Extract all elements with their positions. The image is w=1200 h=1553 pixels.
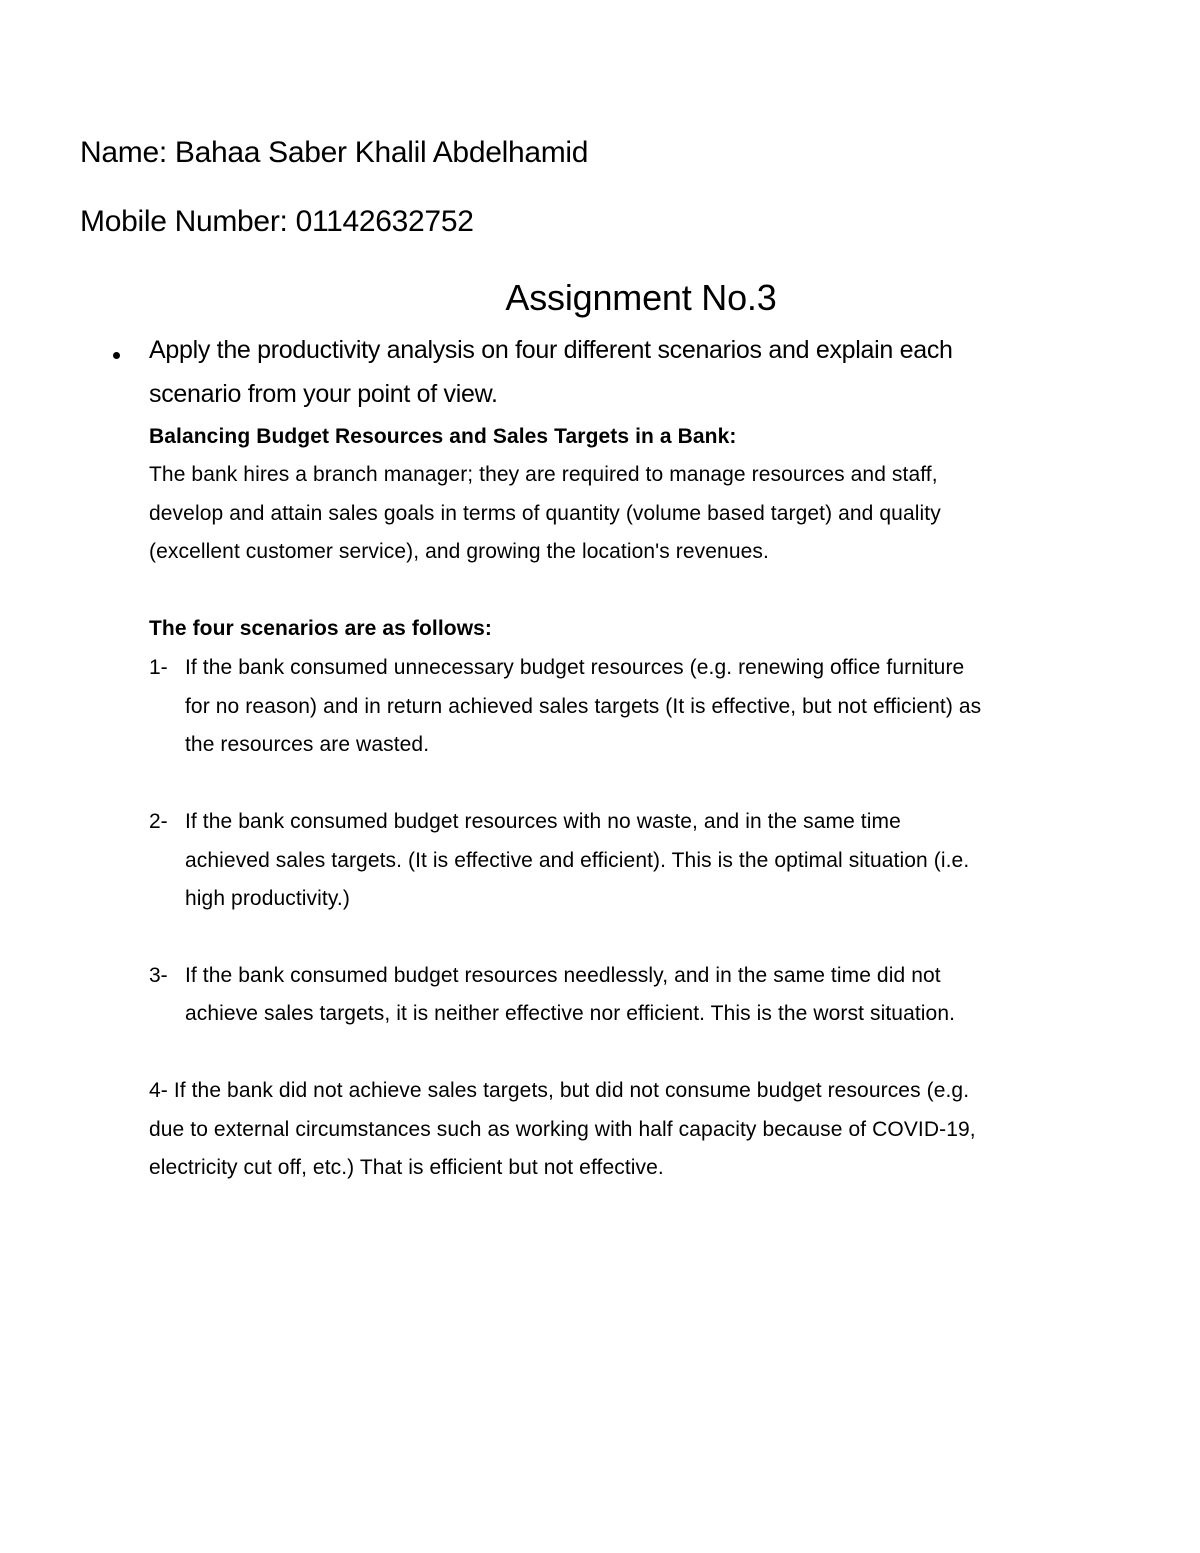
- scenario-number: 1-: [149, 656, 168, 679]
- scenario-line: for no reason) and in return achieved sales targets (It is effective, but not efficient) as: [185, 695, 982, 718]
- bullet-icon: [113, 352, 120, 359]
- scenario-line: high productivity.): [185, 887, 350, 910]
- section-paragraph-line: The bank hires a branch manager; they are required to manage resources and staff,: [149, 463, 938, 486]
- scenario-line: [149, 1080, 969, 1101]
- section-heading: Balancing Budget Resources and Sales Targets in a Bank:: [149, 425, 737, 448]
- scenario-line: If the bank consumed budget resources needlessly, and in the same time did not: [185, 964, 941, 987]
- scenario-number: 2-: [149, 810, 168, 833]
- scenario-line: If the bank consumed budget resources with no waste, and in the same time: [185, 810, 901, 833]
- section-paragraph-line: (excellent customer service), and growing the location's revenues.: [149, 540, 769, 563]
- task-statement-line-2: scenario from your point of view.: [149, 380, 498, 408]
- scenario-line-text: If the bank did not achieve sales targets, but did not consume budget resources (e.g.: [173, 1079, 970, 1102]
- student-name: Name: Bahaa Saber Khalil Abdelhamid: [80, 136, 589, 169]
- scenario-number: 3-: [149, 964, 168, 987]
- task-statement-line-1: Apply the productivity analysis on four different scenarios and explain each: [149, 336, 953, 364]
- mobile-number: Mobile Number: 01142632752: [80, 205, 474, 238]
- scenario-line: electricity cut off, etc.) That is efficient but not effective.: [149, 1156, 664, 1179]
- scenario-line: due to external circumstances such as working with half capacity because of COVID-19,: [149, 1118, 976, 1141]
- section-paragraph-line: develop and attain sales goals in terms of quantity (volume based target) and quality: [149, 502, 941, 525]
- scenarios-heading: The four scenarios are as follows:: [149, 617, 492, 640]
- scenario-number: 4-: [149, 1079, 168, 1102]
- assignment-title: Assignment No.3: [505, 277, 777, 318]
- scenario-line: If the bank consumed unnecessary budget resources (e.g. renewing office furniture: [185, 656, 965, 679]
- scenario-line: achieve sales targets, it is neither effective nor efficient. This is the worst situation.: [185, 1002, 956, 1025]
- scenario-line: the resources are wasted.: [185, 733, 430, 756]
- scenario-line: achieved sales targets. (It is effective and efficient). This is the optimal situation (i.e.: [185, 849, 970, 872]
